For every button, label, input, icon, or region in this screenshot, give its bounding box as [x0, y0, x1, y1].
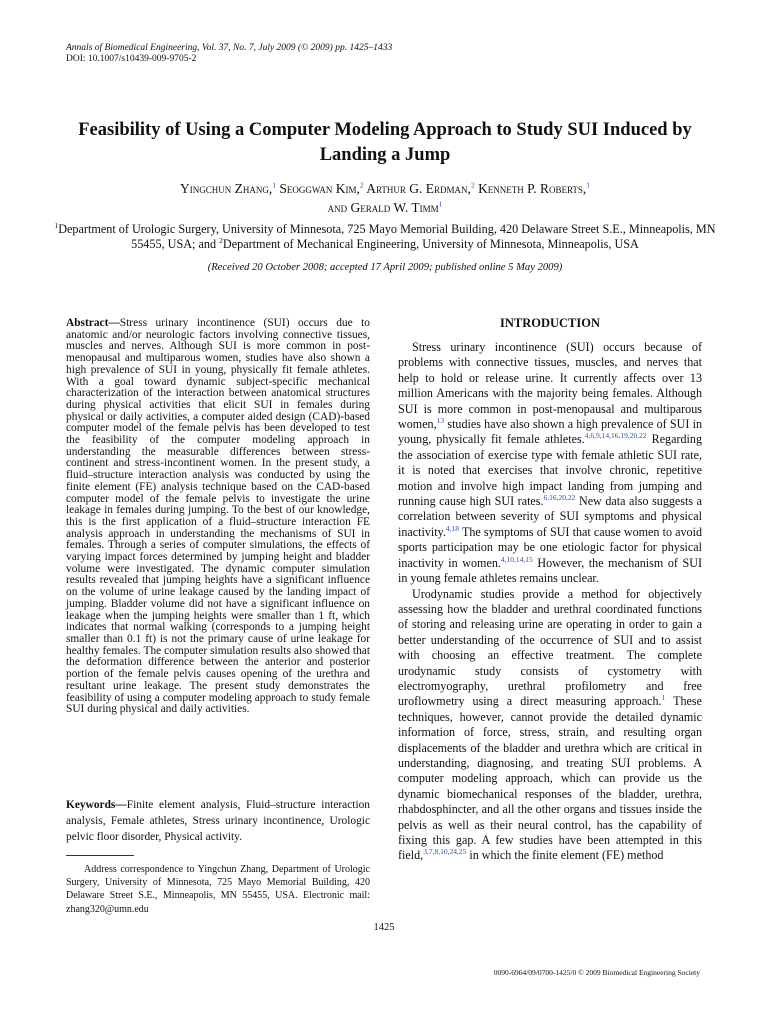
doi-line[interactable]: DOI: 10.1007/s10439-009-9705-2 — [66, 54, 197, 64]
citation-link[interactable]: 4,18 — [445, 523, 460, 533]
citation-link[interactable]: 1 — [661, 693, 666, 703]
footnote-divider — [66, 855, 134, 856]
intro-paragraph-1: Stress urinary incontinence (SUI) occurs because of problems with connective tissues, muscles, and nerves that help to hold or release urine. It currently affects over 13 million Americans with the majority being females. Although SUI is more common in post-menopausal and multiparous women,$^{13}$ studies have also shown a high prevalence of SUI in young, physically fit female athletes.$^{4,6,9,14,16,19,20,22}$ Regarding the association of exercise type with female athletic SUI rate, it is noted that exercises that involve chronic, repetitive motion and involve high impact landing from jumping and running cause high SUI rates.$^{6,16,20,22}$ New data also suggests a correlation between severity of SUI symptoms and physical inactivity.$^{4,18}$ The symptoms of SUI that cause women to avoid sports participation may be one etiologic factor for physical inactivity in women.$^{4,10,14,15}$ However, the mechanism of SUI in young female athletes remains unclear. — [398, 340, 703, 586]
citation-link[interactable]: 6,16,20,22 — [543, 493, 576, 503]
copyright-footer: 0090-6964/09/0700-1425/0 © 2009 Biomedical Engineering Society — [493, 968, 700, 977]
introduction-body — [398, 340, 702, 864]
citation-link[interactable]: 3,7,8,10,24,25 — [423, 847, 467, 857]
author-1-affiliation: 1 — [272, 180, 276, 190]
aff-1-marker: 1 — [54, 220, 59, 230]
abstract — [66, 318, 370, 716]
journal-citation: Annals of Biomedical Engineering, Vol. 37, No. 7, July 2009 (© 2009) pp. 1425–1433 — [66, 43, 393, 53]
author-5-affiliation: 1 — [438, 199, 443, 209]
citation-link[interactable]: 13 — [436, 416, 445, 425]
correspondence-address — [66, 863, 370, 916]
section-heading-introduction: INTRODUCTION — [499, 316, 600, 330]
author-4: Kenneth P. Roberts, — [478, 181, 587, 196]
author-4-affiliation: 1 — [586, 180, 591, 190]
author-3-affiliation: 2 — [470, 180, 475, 190]
aff-2-marker: 2 — [219, 235, 223, 245]
page-number: 1425 — [373, 922, 395, 933]
keywords-text: Finite element analysis, Fluid–structure interaction analysis, Female athletes, Stress urinary incontinence, Urologic pelvic floor disorder, Physical activity. — [66, 799, 370, 843]
keywords — [66, 797, 370, 845]
received-dates: (Received 20 October 2008; accepted 17 April 2009; published online 5 May 2009) — [207, 262, 563, 273]
correspondence-text: Address correspondence to Yingchun Zhang, Department of Urologic Surgery, University of Minnesota, 725 Mayo Memorial Building, 420 Delaware Street S.E., Minneapolis, MN 55455, USA. Electronic mail: zhang320@umn.edu — [66, 864, 370, 915]
abstract-label: Abstract— — [66, 317, 120, 329]
aff-1-text: Department of Urologic Surgery, University of Minnesota, 725 Mayo Memorial Building, 420 Delaware Street S.E., Minneapolis, MN 55455, USA; and — [58, 222, 716, 251]
affiliations — [40, 222, 730, 251]
aff-2-text: Department of Mechanical Engineering, University of Minnesota, Minneapolis, USA — [222, 236, 639, 251]
author-list — [60, 179, 710, 217]
author-3: Arthur G. Erdman, — [366, 181, 471, 196]
citation-link[interactable]: 4,10,14,15 — [500, 554, 533, 564]
citation-link[interactable]: 4,6,9,14,16,19,20,22 — [584, 431, 647, 441]
author-1: Yingchun Zhang, — [179, 181, 273, 196]
article-title: Feasibility of Using a Computer Modeling Approach to Study SUI Induced by Landing a Jump — [78, 120, 692, 165]
author-2-affiliation: 2 — [359, 180, 364, 190]
author-2: Seoggwan Kim, — [279, 181, 360, 196]
abstract-text: Stress urinary incontinence (SUI) occurs due to anatomic and/or neurologic factors involving connective tissues, muscles and nerves. Although SUI is more common in post-menopausal and multiparous women, studies have also shown a high prevalence of SUI in young, physically fit female athletes. With a goal toward dynamic subject-specific mechanical characterization of the interaction between anatomical structures during physical activities that elicit SUI in females during physical or daily activities, a computer aided design (CAD)-based computer model of the female pelvis has been developed to test the feasibility of the computer modeling approach in understanding the measurable differences between stress-continent and stress-incontinent women. In the present study, a fluid–structure interaction analysis was conducted by using the finite element (FE) analysis technique based on the CAD-based computer model of the female pelvis to investigate the urine leakage in females during jumping. To the best of our knowledge, this is the first application of a fluid–structure interaction FE analysis approach in understanding the mechanisms of SUI in females. Through a series of computer simulations, the effects of varying impact forces determined by jumping height and bladder volume were investigated. The dynamic computer simulation results revealed that jumping heights have a significant influence on the volume of urine leakage caused by the landing impact of jumping. Bladder volume did not have a significant influence on leakage when the jumping heights were smaller than 1 ft, which indicates that normal walking (corresponds to a jumping height smaller than 0.1 ft) is not the primary cause of urine leakage for healthy females. The computer simulation results also showed that the deformation difference between the anterior and posterior portion of the female pelvis causes opening of the urethra and resultant urine leakage. The present study demonstrates the feasibility of using a computer modeling approach to study female SUI during physical and daily activities. — [66, 317, 370, 716]
keywords-label: Keywords— — [66, 799, 127, 811]
intro-paragraph-2: Urodynamic studies provide a method for objectively assessing how the bladder and urethral coordinated functions of storing and releasing urine are operating in order to gain a better understanding of the occurrence of SUI and to assist with choosing an effective treatment. The complete urodynamic study consists of cystometry with electromyography, urethral profilometry and free uroflowmetry using a direct measuring approach.$^1$ These techniques, however, cannot provide the detailed dynamic information of force, stress, strain, and resulting organ displacements of the bladder and urethra which are critical in understanding, diagnosing, and treating SUI problems. A computer modeling approach, which can provide us the dynamic biomechanical responses of the bladder, urethra, rhabdosphincter, and all the other organs and tissues inside the pelvis as well as their neural control, has the capability of fixing this gap. A few studies have been attempted in this field,$^{3,7,8,10,24,25}$ in which the finite element (FE) method — [398, 586, 702, 863]
author-5: and Gerald W. Timm — [327, 200, 439, 215]
